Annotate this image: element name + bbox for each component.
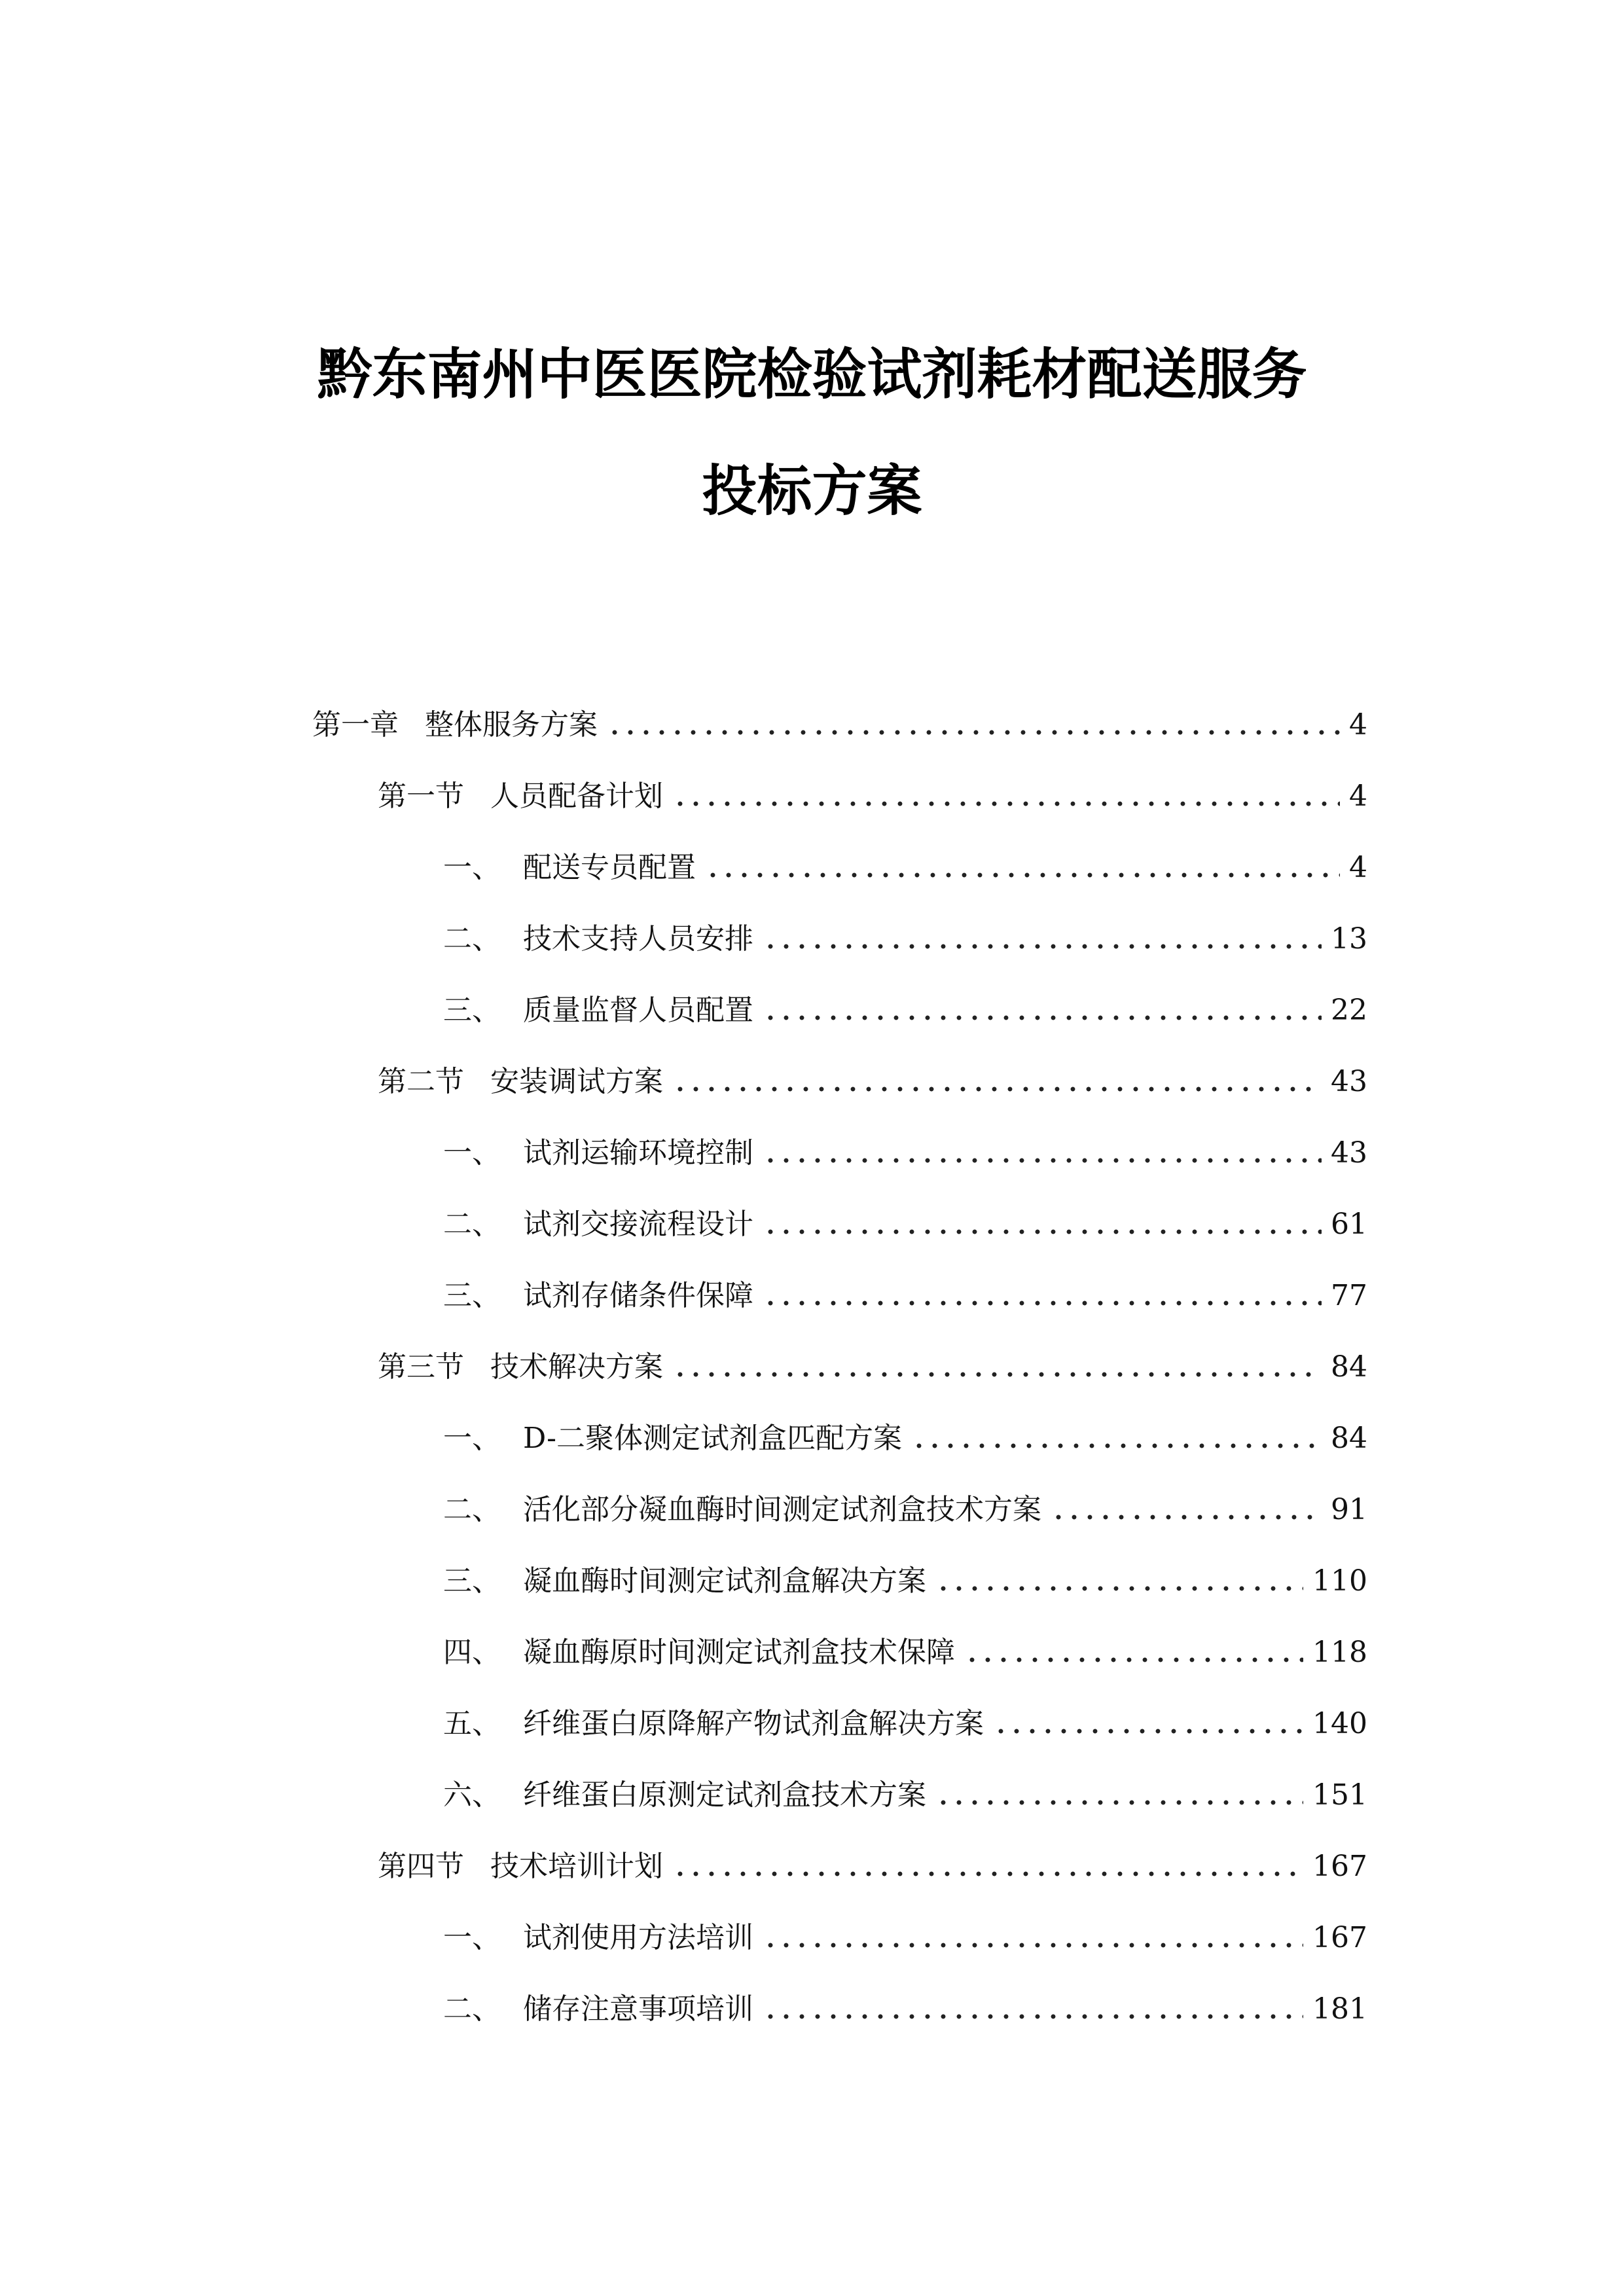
toc-entry-number: 二、 [443,1493,501,1526]
toc-entry-page: 140 [1312,1707,1367,1740]
toc-entry-number: 一、 [443,851,501,884]
toc-entry-label: 凝血酶原时间测定试剂盒技术保障 [523,1636,955,1669]
toc-leader-dots [763,1942,1303,1948]
toc-entry-number: 五、 [443,1707,501,1740]
toc-entry-number: 三、 [443,1564,501,1598]
toc-entry-label: 试剂使用方法培训 [523,1921,753,1954]
toc-entry-number: 一、 [443,1422,501,1455]
toc-entry-number: 第一章 [312,708,399,742]
toc-entry[interactable] [443,1270,1367,1316]
toc-entry-page: 91 [1331,1493,1367,1526]
toc-entry-number: 二、 [443,1992,501,2026]
toc-entry[interactable] [378,1056,1367,1102]
toc-entry[interactable] [378,1341,1367,1387]
toc-entry-page: 22 [1331,994,1367,1027]
toc-entry-page: 4 [1349,780,1367,813]
toc-entry[interactable] [443,1127,1367,1173]
toc-entry[interactable] [312,699,1367,745]
toc-entry-page: 167 [1312,1850,1367,1883]
toc-leader-dots [672,800,1340,807]
toc-entry-number: 一、 [443,1921,501,1954]
toc-entry-label: 整体服务方案 [425,708,598,742]
toc-leader-dots [935,1585,1303,1592]
toc-entry[interactable] [443,913,1367,959]
toc-entry-label: 配送专员配置 [523,851,696,884]
toc-entry-page: 4 [1349,708,1367,742]
toc-entry-page: 77 [1331,1279,1367,1312]
toc-entry-page: 110 [1312,1564,1367,1598]
toc-entry-label: 储存注意事项培训 [523,1992,753,2026]
toc-entry-page: 43 [1331,1136,1367,1170]
toc-entry-number: 第三节 [378,1350,464,1384]
toc-leader-dots [1051,1514,1322,1520]
toc-leader-dots [911,1443,1322,1449]
toc-entry[interactable] [443,1769,1367,1815]
toc-entry-number: 二、 [443,922,501,956]
toc-entry-label: 质量监督人员配置 [523,994,753,1027]
toc-entry-label: 纤维蛋白原测定试剂盒技术方案 [523,1778,926,1812]
toc-leader-dots [607,729,1340,736]
toc-entry-number: 六、 [443,1778,501,1812]
toc-entry-number: 第一节 [378,780,464,813]
toc-entry[interactable] [443,842,1367,888]
toc-leader-dots [763,1157,1322,1164]
toc-leader-dots [672,1371,1322,1378]
toc-entry-number: 一、 [443,1136,501,1170]
toc-entry[interactable] [443,1626,1367,1672]
toc-entry-label: 人员配备计划 [490,780,663,813]
toc-leader-dots [993,1728,1303,1734]
toc-entry[interactable] [443,1198,1367,1244]
toc-entry-page: 43 [1331,1065,1367,1098]
toc-entry[interactable] [443,1412,1367,1458]
toc-entry-number: 二、 [443,1208,501,1241]
toc-entry[interactable] [378,770,1367,816]
toc-entry-label: 凝血酶时间测定试剂盒解决方案 [523,1564,926,1598]
toc-entry[interactable] [443,1698,1367,1744]
toc-leader-dots [705,872,1340,878]
toc-entry-page: 4 [1349,851,1367,884]
toc-entry[interactable] [443,1912,1367,1958]
toc-entry-label: 活化部分凝血酶时间测定试剂盒技术方案 [523,1493,1041,1526]
toc-entry-number: 第二节 [378,1065,464,1098]
toc-entry-page: 61 [1331,1208,1367,1241]
toc-entry[interactable] [443,1555,1367,1601]
toc-leader-dots [763,943,1322,950]
toc-entry-label: D-二聚体测定试剂盒匹配方案 [523,1422,902,1455]
toc-leader-dots [935,1799,1303,1806]
toc-entry-label: 技术支持人员安排 [523,922,753,956]
toc-leader-dots [672,1086,1322,1092]
toc-entry-number: 三、 [443,994,501,1027]
toc-entry-number: 三、 [443,1279,501,1312]
toc-entry[interactable] [443,1983,1367,2029]
toc-entry-page: 167 [1312,1921,1367,1954]
toc-entry-page: 151 [1312,1778,1367,1812]
toc-leader-dots [763,1300,1322,1306]
toc-leader-dots [964,1657,1303,1663]
toc-leader-dots [763,1229,1322,1235]
toc-entry-label: 试剂存储条件保障 [523,1279,753,1312]
toc-entry-number: 第四节 [378,1850,464,1883]
toc-leader-dots [672,1871,1303,1877]
toc-entry[interactable] [443,1484,1367,1530]
toc-leader-dots [763,2013,1303,2020]
toc-entry-page: 84 [1331,1422,1367,1455]
toc-entry-page: 84 [1331,1350,1367,1384]
toc-entry-label: 安装调试方案 [490,1065,663,1098]
toc-entry-label: 技术培训计划 [490,1850,663,1883]
toc-entry[interactable] [378,1840,1367,1886]
toc-entry-page: 118 [1312,1636,1367,1669]
toc-entry-page: 13 [1331,922,1367,956]
toc-entry-label: 技术解决方案 [490,1350,663,1384]
toc-entry-page: 181 [1312,1992,1367,2026]
toc-entry-number: 四、 [443,1636,501,1669]
toc-entry-label: 试剂交接流程设计 [523,1208,753,1241]
toc-leader-dots [763,1014,1322,1021]
document-title-line2: 投标方案 [702,459,922,523]
document-title-line1: 黔东南州中医医院检验试剂耗材配送服务 [317,342,1307,406]
toc-entry[interactable] [443,984,1367,1030]
toc-entry-label: 试剂运输环境控制 [523,1136,753,1170]
toc-entry-label: 纤维蛋白原降解产物试剂盒解决方案 [523,1707,984,1740]
